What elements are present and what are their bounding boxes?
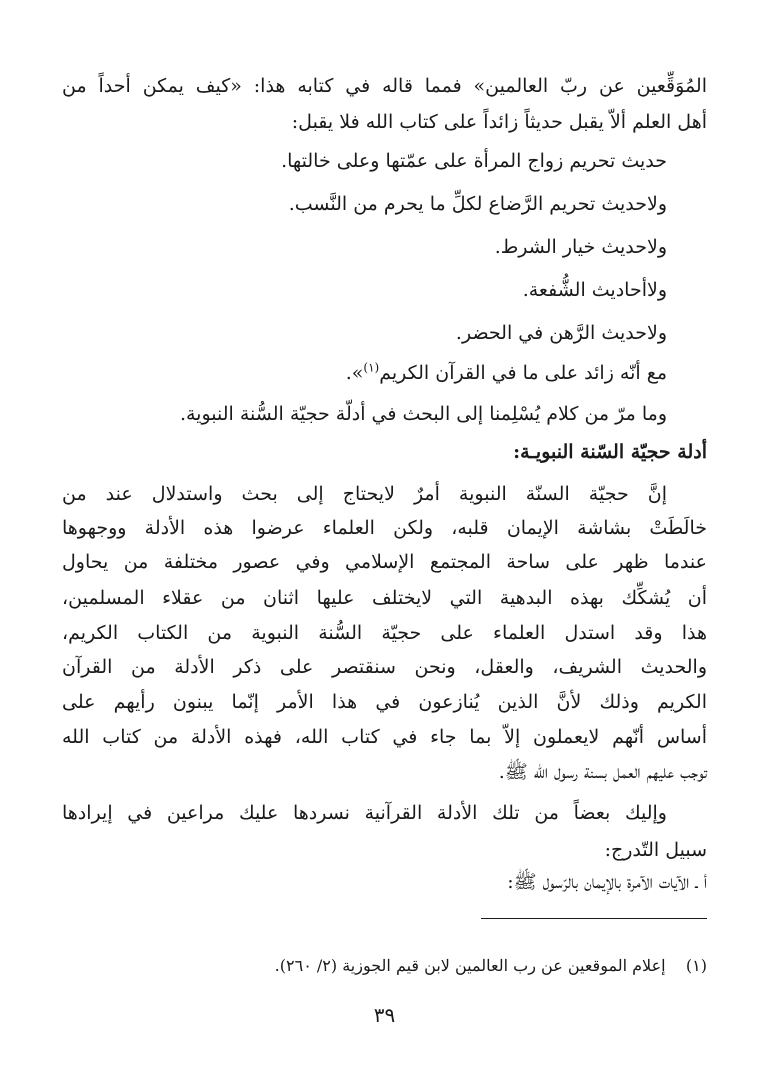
- paragraph-line: والحديث الشريف، والعقل، ونحن سنقتصر على ذكر الأدلة من القرآن: [62, 656, 707, 678]
- quote-close-mark: ».: [345, 362, 364, 384]
- body-line: المُوَقِّعين عن ربّ العالمين» فمما قاله في كتابه هذا: «كيف يمكن أحداً من: [62, 75, 707, 97]
- paragraph-line: إنَّ حجيّة السنّة النبوية أمرٌ لايحتاج إلى بحث واستدلال عند من: [62, 483, 667, 505]
- list-item: ولاحديث الرَّهن في الحضر.: [455, 322, 667, 344]
- paragraph-line: عندما ظهر على ساحة المجتمع الإسلامي وفي عصور مختلفة من يحاول: [62, 551, 707, 573]
- quote-end-text: مع أنّه زائد على ما في القرآن الكريم: [379, 362, 667, 384]
- paragraph-line: هذا وقد استدل العلماء على حجيّة السُّنة النبوية من الكتاب الكريم،: [62, 622, 707, 644]
- list-item: ولاأحاديث الشُّفعة.: [522, 279, 667, 301]
- body-line: وما مرّ من كلام يُسْلِمنا إلى البحث في أدلّة حجيّة السُّنة النبوية.: [179, 403, 667, 425]
- footnote-marker[interactable]: (١): [363, 360, 380, 375]
- paragraph-line: أن يُشكِّك بهذه البدهية التي لايختلف عليها اثنان من عقلاء المسلمين،: [62, 587, 707, 609]
- page-number: ٣٩: [373, 1003, 396, 1027]
- body-line: أهل العلم ألاّ يقبل حديثاً زائداً على كتاب الله فلا يقبل:: [291, 111, 707, 133]
- paragraph-line: الكريم وذلك لأنَّ الذين يُنازعون في هذا الأمر إنّما يبنون رأيهم على: [62, 691, 707, 713]
- section-heading: أدلة حجيّة السّنة النبويـة:: [513, 441, 707, 463]
- list-item: ولاحديث تحريم الرَّضاع لكلِّ ما يحرم من النَّسب.: [288, 193, 667, 215]
- paragraph-line: سبيل التّدرج:: [604, 839, 707, 861]
- subsection-heading: أ ـ الآيات الآمرة بالإيمان بالرّسول ﷺ:: [507, 871, 707, 893]
- paragraph-line: توجب عليهم العمل بسنة رسول الله ﷺ.: [498, 761, 707, 783]
- paragraph-line: أساس أنّهم لايعملون إلاّ بما جاء في كتاب الله، فهذه الأدلة من كتاب الله: [62, 726, 707, 748]
- footnote-text: إعلام الموقعين عن رب العالمين لابن قيم الجوزية (٢/ ٢٦٠).: [274, 956, 666, 975]
- footnote: [275, 955, 707, 977]
- footnote-number: (١): [685, 956, 707, 975]
- list-item: ولاحديث خيار الشرط.: [494, 236, 667, 258]
- paragraph-line: وإليك بعضاً من تلك الأدلة القرآنية نسردها عليك مراعين في إيرادها: [62, 802, 667, 824]
- quote-end-line: [346, 361, 667, 385]
- footnote-divider: [481, 918, 707, 919]
- paragraph-line: خالَطَتْ بشاشة الإيمان قلبه، ولكن العلماء عرضوا هذه الأدلة ووجهوها: [62, 517, 707, 539]
- list-item: حديث تحريم زواج المرأة على عمّتها وعلى خالتها.: [281, 150, 667, 172]
